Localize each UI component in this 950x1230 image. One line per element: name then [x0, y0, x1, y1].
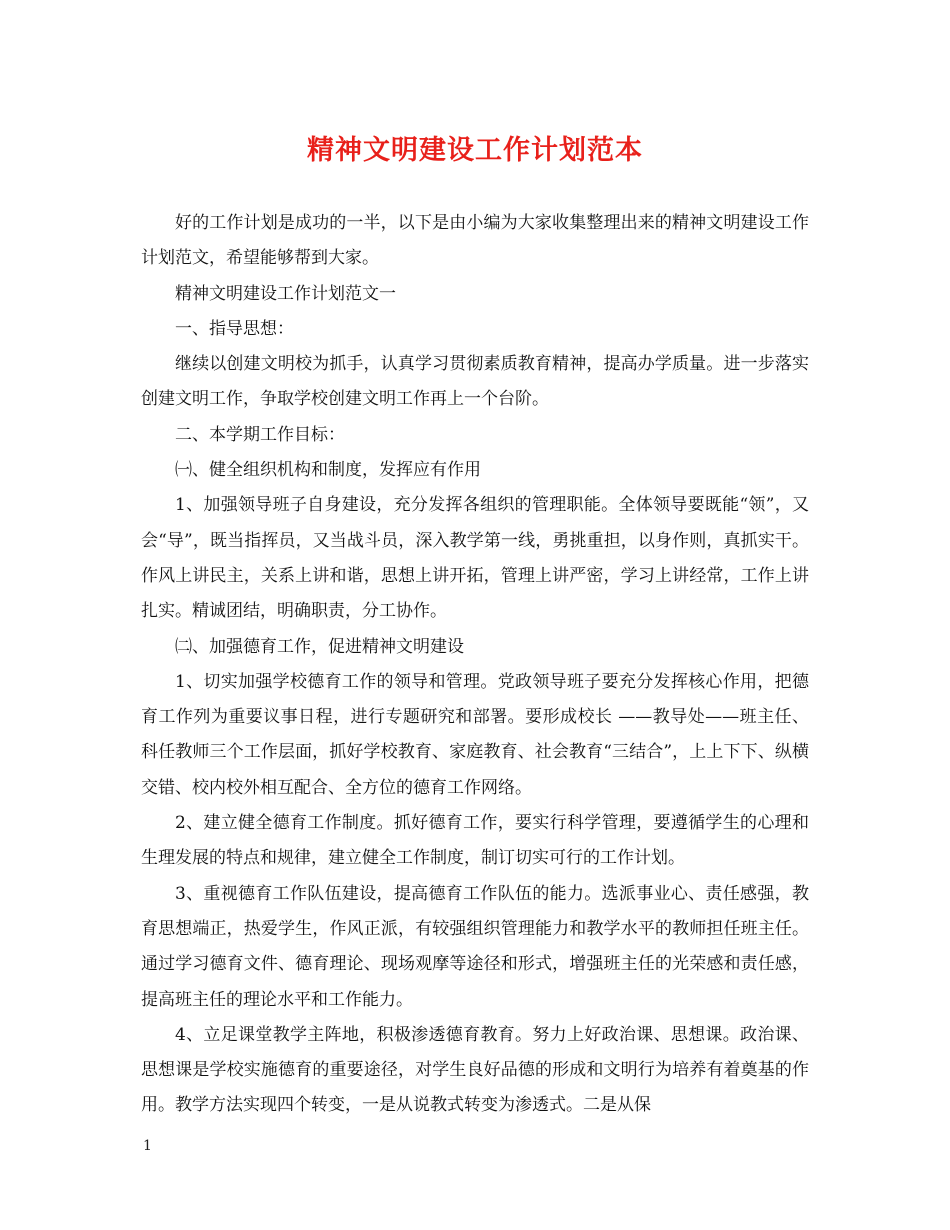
heading-guiding-ideology: 一、指导思想： — [175, 318, 294, 339]
page-number: 1 — [143, 1138, 152, 1154]
document-body — [141, 206, 809, 1124]
paragraph-moral-system: 2、建立健全德育工作制度。抓好德育工作，要实行科学管理，要遵循学生的心理和生理发展的特点和规律，建立健全工作制度，制订切实可行的工作计划。 — [141, 813, 809, 869]
heading-semester-goals: 二、本学期工作目标： — [175, 424, 345, 445]
document-title: 精神文明建设工作计划范本 — [307, 135, 643, 166]
intro-paragraph: 好的工作计划是成功的一半，以下是由小编为大家收集整理出来的精神文明建设工作计划范文，希望能够帮到大家。 — [141, 213, 809, 269]
paragraph-classroom: 4、立足课堂教学主阵地，积极渗透德育教育。努力上好政治课、思想课。政治课、思想课是学校实施德育的重要途径，对学生良好品德的形成和文明行为培养有着奠基的作用。教学方法实现四个转变，一是从说教式转变为渗透式。二是从保 — [141, 1024, 809, 1116]
paragraph-guiding-ideology: 继续以创建文明校为抓手，认真学习贯彻素质教育精神，提高办学质量。进一步落实创建文明工作，争取学校创建文明工作再上一个台阶。 — [141, 354, 809, 410]
paragraph-moral-team: 3、重视德育工作队伍建设，提高德育工作队伍的能力。选派事业心、责任感强，教育思想端正，热爱学生，作风正派，有较强组织管理能力和教学水平的教师担任班主任。通过学习德育文件、德育理论、现场观摩等途径和形式，增强班主任的光荣感和责任感，提高班主任的理论水平和工作能力。 — [141, 883, 809, 1010]
subheading-organization: ㈠、健全组织机构和制度，发挥应有作用 — [175, 460, 481, 481]
section-heading-sample-one: 精神文明建设工作计划范文一 — [175, 283, 396, 304]
subheading-moral-education: ㈡、加强德育工作，促进精神文明建设 — [175, 636, 464, 657]
paragraph-moral-leadership: 1、切实加强学校德育工作的领导和管理。党政领导班子要充分发挥核心作用，把德育工作列为重要议事日程，进行专题研究和部署。要形成校长 ——教导处——班主任、科任教师三个工作层面，抓好学校教育、家庭教育、社会教育“三结合”，上上下下、纵横交错、校内校外相互配合、全方位的德育工作网络。 — [141, 671, 809, 798]
paragraph-leadership: 1、加强领导班子自身建设，充分发挥各组织的管理职能。全体领导要既能“领”，又会“导”，既当指挥员，又当战斗员，深入教学第一线，勇挑重担，以身作则，真抓实干。作风上讲民主，关系上讲和谐，思想上讲开拓，管理上讲严密，学习上讲经常，工作上讲扎实。精诚团结，明确职责，分工协作。 — [141, 495, 809, 622]
